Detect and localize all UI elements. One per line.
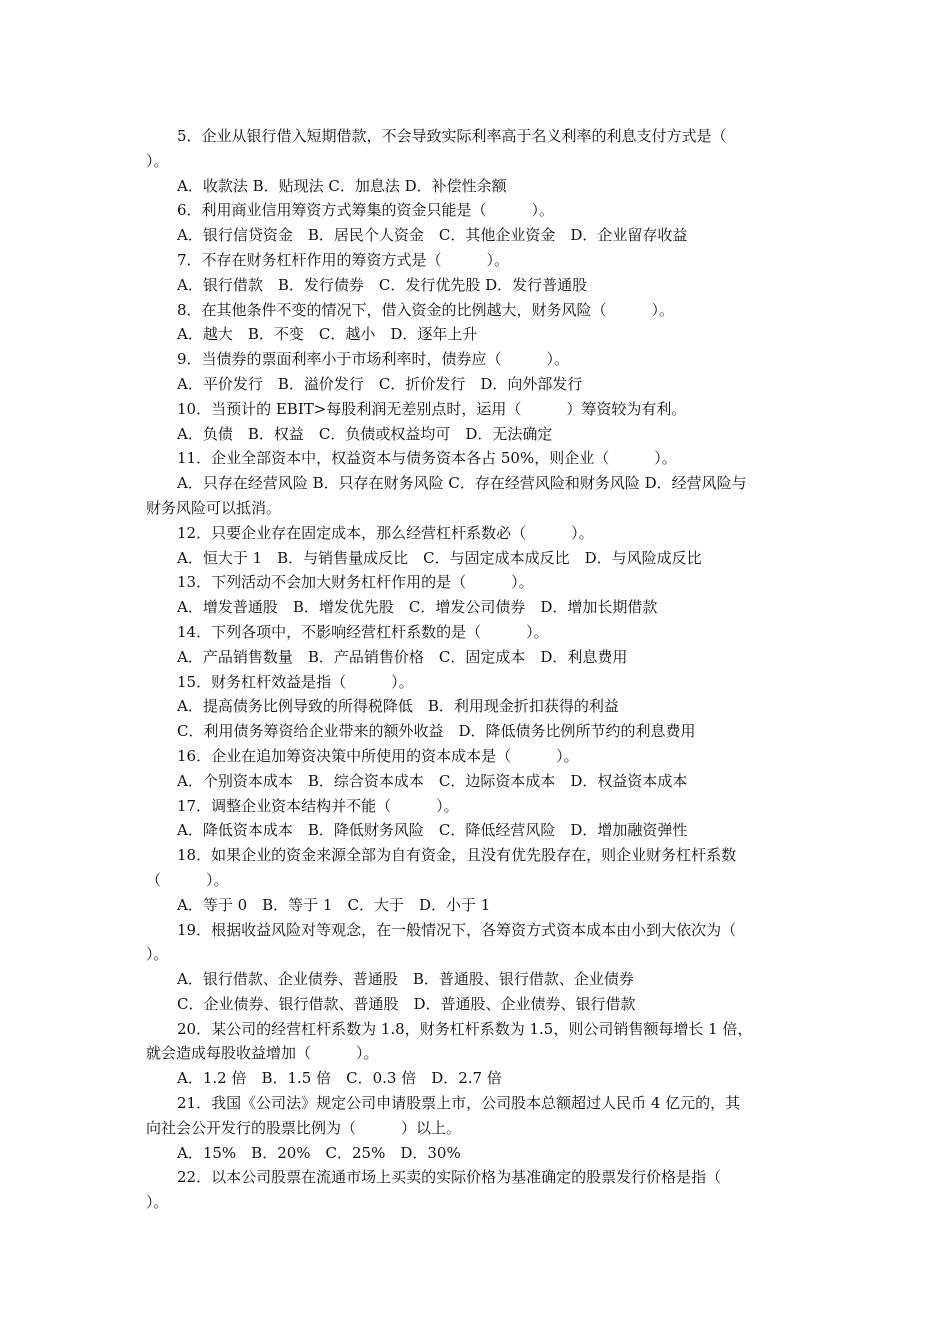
question-20-stem-cont: 就会造成每股收益增加（ ）。 bbox=[146, 1044, 379, 1063]
question-7-stem: 7．不存在财务杠杆作用的筹资方式是（ ）。 bbox=[177, 250, 510, 269]
question-11-options: A．只存在经营风险 B．只存在财务风险 C．存在经营风险和财务风险 D．经营风险与 bbox=[177, 474, 747, 493]
question-19-options-ab: A．银行借款、企业债券、普通股 B．普通股、银行借款、企业债券 bbox=[177, 970, 634, 989]
question-14-options: A．产品销售数量 B．产品销售价格 C．固定成本 D．利息费用 bbox=[177, 647, 628, 666]
question-20-stem: 20．某公司的经营杠杆系数为 1.8，财务杠杆系数为 1.5，则公司销售额每增长 1 倍， bbox=[177, 1019, 753, 1038]
question-18-stem-cont: （ ）。 bbox=[146, 870, 229, 889]
question-6-stem: 6．利用商业信用筹资方式筹集的资金只能是（ ）。 bbox=[177, 201, 555, 220]
question-19-stem-cont: ）。 bbox=[146, 945, 169, 964]
question-18-options: A．等于 0 B．等于 1 C．大于 D．小于 1 bbox=[177, 895, 491, 914]
question-11-stem: 11．企业全部资本中，权益资本与债务资本各占 50%，则企业（ ）。 bbox=[177, 449, 677, 468]
question-22-stem: 22．以本公司股票在流通市场上买卖的实际价格为基准确定的股票发行价格是指（ bbox=[177, 1168, 722, 1187]
question-21-stem: 21．我国《公司法》规定公司申请股票上市，公司股本总额超过人民币 4 亿元的，其 bbox=[177, 1094, 741, 1113]
question-12-stem: 12．只要企业存在固定成本，那么经营杠杆系数必（ ）。 bbox=[177, 523, 594, 542]
question-5-stem-cont: ）。 bbox=[146, 151, 169, 170]
question-17-stem: 17．调整企业资本结构并不能（ ）。 bbox=[177, 796, 459, 815]
question-5-stem: 5．企业从银行借入短期借款，不会导致实际利率高于名义利率的利息支付方式是（ bbox=[177, 127, 727, 145]
question-17-options: A．降低资本成本 B．降低财务风险 C．降低经营风险 D．增加融资弹性 bbox=[177, 821, 688, 840]
question-18-stem: 18．如果企业的资金来源全部为自有资金，且没有优先股存在，则企业财务杠杆系数 bbox=[177, 846, 737, 865]
question-14-stem: 14．下列各项中，不影响经营杠杆系数的是（ ）。 bbox=[177, 622, 549, 641]
question-20-options: A．1.2 倍 B．1.5 倍 C．0.3 倍 D．2.7 倍 bbox=[177, 1069, 502, 1088]
document-body bbox=[146, 124, 810, 1215]
question-5-options: A．收款法 B．贴现法 C．加息法 D．补偿性余额 bbox=[177, 176, 507, 195]
question-7-options: A．银行借款 B．发行债券 C．发行优先股 D．发行普通股 bbox=[177, 275, 588, 294]
question-16-stem: 16．企业在追加筹资决策中所使用的资本成本是（ ）。 bbox=[177, 746, 579, 765]
question-8-options: A．越大 B．不变 C．越小 D．逐年上升 bbox=[177, 325, 478, 344]
question-15-options-ab: A．提高债务比例导致的所得税降低 B．利用现金折扣获得的利益 bbox=[177, 697, 619, 716]
question-12-options: A．恒大于 1 B．与销售量成反比 C．与固定成本成反比 D．与风险成反比 bbox=[177, 548, 702, 567]
question-8-stem: 8．在其他条件不变的情况下，借入资金的比例越大，财务风险（ ）。 bbox=[177, 300, 675, 319]
question-9-stem: 9．当债券的票面利率小于市场利率时，债券应（ ）。 bbox=[177, 350, 570, 369]
question-16-options: A．个别资本成本 B．综合资本成本 C．边际资本成本 D．权益资本成本 bbox=[177, 771, 688, 790]
question-15-options-cd: C．利用债务筹资给企业带来的额外收益 D．降低债务比例所节约的利息费用 bbox=[177, 722, 696, 741]
question-10-stem: 10．当预计的 EBIT>每股利润无差别点时，运用（ ）筹资较为有利。 bbox=[177, 399, 687, 418]
question-19-options-cd: C．企业债券、银行借款、普通股 D．普通股、企业债券、银行借款 bbox=[177, 994, 636, 1013]
question-22-stem-cont: ）。 bbox=[146, 1193, 169, 1212]
question-19-stem: 19．根据收益风险对等观念，在一般情况下，各筹资方式资本成本由小到大依次为（ bbox=[177, 920, 737, 939]
question-21-options: A．15% B．20% C．25% D．30% bbox=[177, 1143, 461, 1162]
question-13-stem: 13．下列活动不会加大财务杠杆作用的是（ ）。 bbox=[177, 573, 534, 592]
question-9-options: A．平价发行 B．溢价发行 C．折价发行 D．向外部发行 bbox=[177, 374, 583, 393]
question-10-options: A．负债 B．权益 C．负债或权益均可 D．无法确定 bbox=[177, 424, 553, 443]
question-15-stem: 15．财务杠杆效益是指（ ）。 bbox=[177, 672, 414, 691]
question-13-options: A．增发普通股 B．增发优先股 C．增发公司债券 D．增加长期借款 bbox=[177, 598, 658, 617]
question-21-stem-cont: 向社会公开发行的股票比例为（ ）以上。 bbox=[146, 1118, 462, 1137]
question-6-options: A．银行信贷资金 B．居民个人资金 C．其他企业资金 D．企业留存收益 bbox=[177, 226, 688, 245]
question-11-options-cont: 财务风险可以抵消。 bbox=[146, 498, 282, 517]
